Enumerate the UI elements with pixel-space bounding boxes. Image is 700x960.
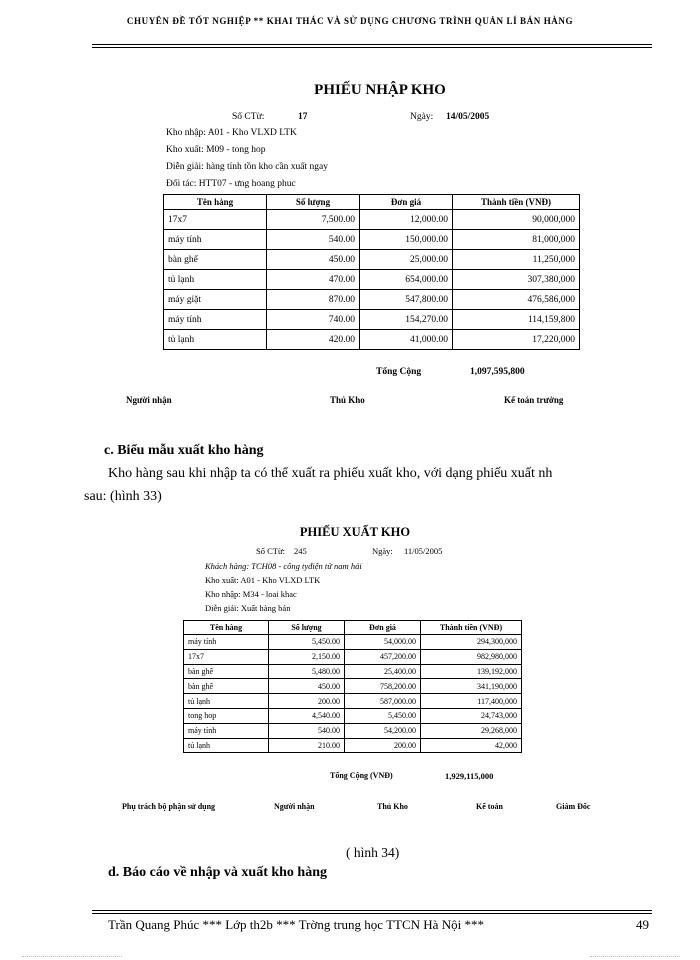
export-kho-xuat: Kho xuất: A01 - Kho VLXD LTK — [205, 575, 321, 585]
bottom-dotted-rule-left — [22, 956, 122, 957]
cell-price: 25,000.00 — [360, 250, 453, 270]
import-date-label: Ngày: — [410, 112, 434, 122]
footer-text: Trần Quang Phúc *** Lớp th2b *** Trờng trung học TTCN Hà Nội *** — [108, 917, 484, 932]
cell-item: tong hop — [184, 708, 269, 723]
import-doc-no-label: Số CTừ: — [232, 112, 265, 122]
export-sig-storekeeper: Thủ Kho — [377, 802, 408, 811]
import-sig-chief-accountant: Kế toán trưởng — [504, 395, 564, 405]
cell-amount: 24,743,000 — [421, 708, 522, 723]
export-slip-title: PHIẾU XUẤT KHO — [299, 525, 411, 539]
cell-item: bàn ghế — [184, 664, 269, 679]
col-header: Số lượng — [269, 621, 345, 635]
cell-item: 17x7 — [164, 210, 267, 230]
cell-amount: 81,000,000 — [453, 230, 580, 250]
import-date: 14/05/2005 — [446, 112, 490, 122]
table-row — [184, 679, 522, 694]
cell-item: tủ lạnh — [164, 330, 267, 350]
cell-amount: 90,000,000 — [453, 210, 580, 230]
cell-price: 587,000.00 — [345, 694, 421, 709]
cell-qty: 2,150.00 — [269, 649, 345, 664]
cell-qty: 210.00 — [269, 738, 345, 753]
cell-amount: 114,159,800 — [453, 310, 580, 330]
cell-price: 654,000.00 — [360, 270, 453, 290]
cell-price: 758,200.00 — [345, 679, 421, 694]
table-row — [164, 330, 580, 350]
cell-amount: 42,000 — [421, 738, 522, 753]
cell-item: tủ lạnh — [164, 270, 267, 290]
cell-price: 200.00 — [345, 738, 421, 753]
export-khach-hang: Khách hàng: TCH08 - công tyđiện tử nam hải — [205, 561, 362, 571]
export-sig-director: Giám Đốc — [556, 802, 591, 811]
table-row — [164, 230, 580, 250]
cell-qty: 450.00 — [267, 250, 360, 270]
cell-price: 54,200.00 — [345, 723, 421, 738]
cell-item: máy tính — [164, 310, 267, 330]
running-header: CHUYÊN ĐỀ TỐT NGHIỆP ** KHAI THÁC VÀ SỬ DỤNG CHƯƠNG TRÌNH QUẢN LÍ BÁN HÀNG — [126, 16, 574, 26]
cell-amount: 139,192,000 — [421, 664, 522, 679]
figure-caption: ( hình 34) — [346, 845, 400, 860]
export-sig-dept-head: Phụ trách bộ phận sử dụng — [122, 802, 216, 811]
footer-rule-top — [92, 910, 652, 911]
page-number: 49 — [636, 917, 649, 932]
cell-item: máy giặt — [164, 290, 267, 310]
import-table-header — [164, 195, 580, 210]
cell-qty: 540.00 — [269, 723, 345, 738]
footer-rule-bottom — [92, 913, 652, 914]
cell-amount: 11,250,000 — [453, 250, 580, 270]
cell-amount: 341,190,000 — [421, 679, 522, 694]
import-kho-xuat: Kho xuất: M09 - tong hop — [166, 145, 266, 155]
cell-qty: 200.00 — [269, 694, 345, 709]
export-table — [183, 620, 522, 753]
table-row — [164, 270, 580, 290]
export-date-label: Ngày: — [372, 546, 393, 556]
export-date: 11/05/2005 — [404, 546, 443, 556]
export-dien-giai: Diễn giải: Xuất hàng bán — [205, 603, 291, 613]
cell-amount: 117,400,000 — [421, 694, 522, 709]
cell-qty: 4,540.00 — [269, 708, 345, 723]
section-c-paragraph-line2: sau: (hình 33) — [84, 489, 162, 504]
cell-qty: 740.00 — [267, 310, 360, 330]
cell-item: tủ lạnh — [184, 738, 269, 753]
cell-price: 5,450.00 — [345, 708, 421, 723]
col-header: Thành tiền (VNĐ) — [453, 195, 580, 210]
import-slip-title: PHIẾU NHẬP KHO — [314, 82, 446, 98]
cell-qty: 420.00 — [267, 330, 360, 350]
import-total-label: Tổng Cộng — [376, 367, 422, 377]
col-header: Đơn giá — [360, 195, 453, 210]
cell-item: máy tính — [184, 635, 269, 650]
export-total-value: 1,929,115,000 — [445, 771, 494, 781]
import-table — [163, 194, 580, 350]
table-row — [184, 664, 522, 679]
cell-qty: 5,450.00 — [269, 635, 345, 650]
table-row — [164, 210, 580, 230]
export-sig-receiver: Người nhận — [274, 802, 315, 811]
col-header: Thành tiền (VNĐ) — [421, 621, 522, 635]
cell-price: 54,000.00 — [345, 635, 421, 650]
cell-qty: 870.00 — [267, 290, 360, 310]
table-row — [164, 250, 580, 270]
cell-item: bàn ghế — [164, 250, 267, 270]
cell-price: 41,000.00 — [360, 330, 453, 350]
header-rule-bottom — [92, 47, 652, 48]
cell-qty: 540.00 — [267, 230, 360, 250]
cell-qty: 5,480.00 — [269, 664, 345, 679]
import-doi-tac: Đối tác: HTT07 - ưng hoang phuc — [166, 179, 296, 189]
table-row — [184, 723, 522, 738]
import-sig-storekeeper: Thủ Kho — [330, 395, 365, 405]
cell-qty: 7,500.00 — [267, 210, 360, 230]
table-row — [164, 310, 580, 330]
cell-amount: 307,380,000 — [453, 270, 580, 290]
import-dien-giai: Diễn giải: hàng tính tồn kho cần xuất ngay — [166, 162, 328, 172]
cell-price: 25,400.00 — [345, 664, 421, 679]
table-row — [164, 290, 580, 310]
cell-amount: 17,220,000 — [453, 330, 580, 350]
cell-amount: 294,300,000 — [421, 635, 522, 650]
export-sig-accountant: Kế toán — [476, 802, 503, 811]
cell-item: máy tính — [184, 723, 269, 738]
section-c-heading: c. Biểu mẫu xuất kho hàng — [104, 443, 264, 458]
export-kho-nhap: Kho nhập: M34 - loai khac — [205, 589, 297, 599]
cell-price: 150,000.00 — [360, 230, 453, 250]
cell-qty: 450.00 — [269, 679, 345, 694]
cell-price: 12,000.00 — [360, 210, 453, 230]
export-table-header — [184, 621, 522, 635]
import-doc-no: 17 — [298, 112, 308, 122]
cell-item: máy tính — [164, 230, 267, 250]
import-kho-nhap: Kho nhập: A01 - Kho VLXD LTK — [166, 128, 297, 138]
cell-item: 17x7 — [184, 649, 269, 664]
col-header: Số lượng — [267, 195, 360, 210]
section-d-heading: d. Báo cáo về nhập và xuất kho hàng — [108, 865, 328, 880]
section-c-paragraph-line1: Kho hàng sau khi nhập ta có thể xuất ra phiếu xuất kho, với dạng phiếu xuất nh — [108, 466, 553, 481]
import-sig-receiver: Người nhận — [126, 395, 172, 405]
table-row — [184, 738, 522, 753]
table-row — [184, 708, 522, 723]
bottom-dotted-rule-right — [590, 956, 680, 957]
export-total-label: Tổng Cộng (VNĐ) — [330, 771, 393, 780]
cell-price: 457,200.00 — [345, 649, 421, 664]
cell-amount: 29,268,000 — [421, 723, 522, 738]
cell-price: 547,800.00 — [360, 290, 453, 310]
export-doc-no: 245 — [294, 546, 307, 556]
import-total-value: 1,097,595,800 — [470, 367, 525, 377]
cell-price: 154,270.00 — [360, 310, 453, 330]
table-row — [184, 694, 522, 709]
table-row — [184, 635, 522, 650]
col-header: Tên hàng — [184, 621, 269, 635]
col-header: Đơn giá — [345, 621, 421, 635]
col-header: Tên hàng — [164, 195, 267, 210]
table-row — [184, 649, 522, 664]
cell-amount: 476,586,000 — [453, 290, 580, 310]
cell-item: bàn ghế — [184, 679, 269, 694]
header-rule-top — [92, 44, 652, 45]
cell-qty: 470.00 — [267, 270, 360, 290]
cell-amount: 982,980,000 — [421, 649, 522, 664]
export-doc-no-label: Số CTừ: — [256, 546, 285, 556]
cell-item: tủ lạnh — [184, 694, 269, 709]
